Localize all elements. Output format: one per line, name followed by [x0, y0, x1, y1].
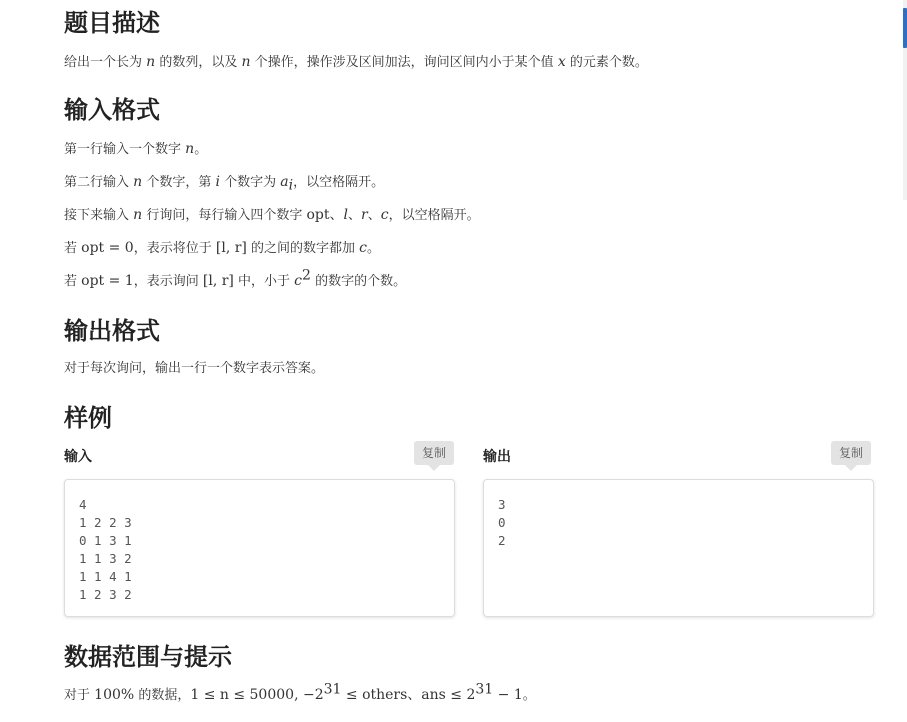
sample-output-label: 输出	[483, 449, 511, 465]
input-line-2: 第二行输入 n 个数字，第 i 个数字为 $a_i$，以空格隔开。	[64, 174, 385, 194]
scrollbar-thumb[interactable]	[903, 8, 907, 48]
sample-output-code[interactable]: 3 0 2	[498, 497, 506, 548]
sample-input-box[interactable]	[64, 479, 455, 617]
samples-title: 样例	[64, 404, 112, 432]
output-format-title: 输出格式	[64, 317, 160, 345]
input-line-5: 若 opt = 1，表示询问 [l, r] 中，小于 $c^2$ 的数字的个数。	[64, 267, 407, 289]
input-format-title: 输入格式	[64, 96, 160, 124]
sample-input-code[interactable]: 4 1 2 2 3 0 1 3 1 1 1 3 2 1 1 4 1 1 2 3 2	[79, 497, 132, 602]
hint-title: 数据范围与提示	[64, 643, 232, 671]
sample-input-label: 输入	[64, 449, 92, 465]
sample-output-box[interactable]	[483, 479, 874, 617]
copy-output-button[interactable]: 复制	[831, 441, 871, 465]
description-title: 题目描述	[64, 9, 160, 37]
input-line-1: 第一行输入一个数字 n。	[64, 141, 208, 157]
copy-input-button[interactable]: 复制	[414, 441, 454, 465]
input-line-3: 接下来输入 n 行询问，每行输入四个数字 opt、l、r、c，以空格隔开。	[64, 207, 480, 223]
description-text: 给出一个长为 n 的数列，以及 n 个操作，操作涉及区间加法，询问区间内小于某个值 x 的元素个数。	[64, 54, 648, 70]
hint-text: 对于 100% 的数据，1 ≤ n ≤ 50000, $-2^{31}$ ≤ others、ans ≤ $2^{31} - 1$。	[64, 681, 536, 703]
input-line-4: 若 opt = 0，表示将位于 [l, r] 的之间的数字都加 c。	[64, 240, 381, 256]
output-format-text: 对于每次询问，输出一行一个数字表示答案。	[64, 361, 325, 376]
